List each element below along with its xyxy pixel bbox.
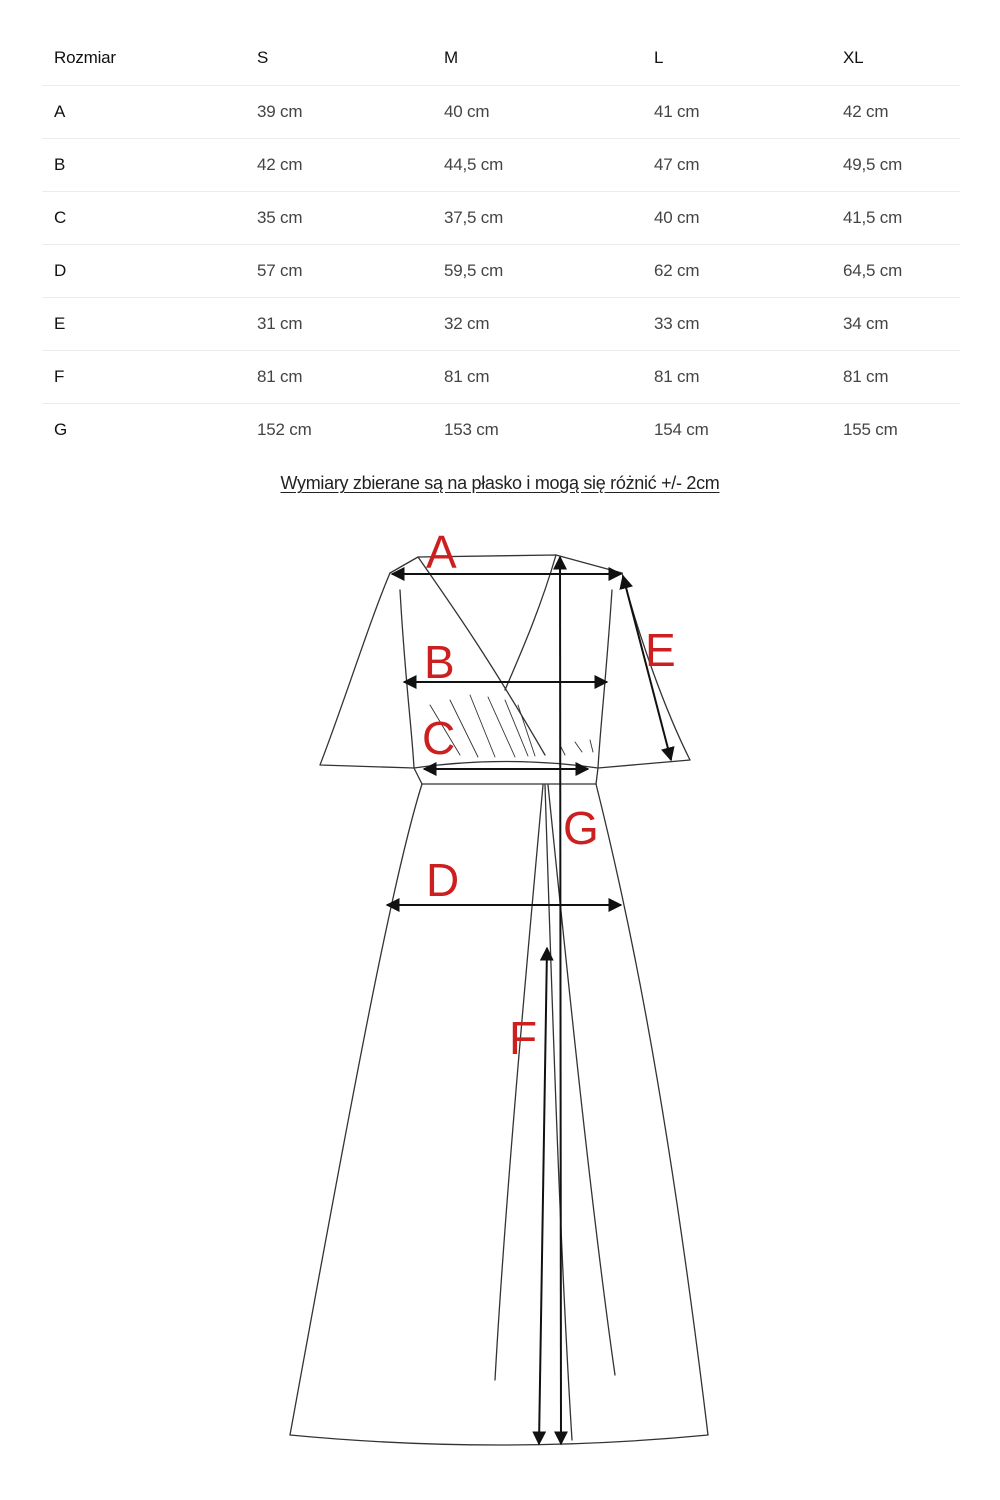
cell-s: 31 cm xyxy=(245,297,432,350)
neckline-right xyxy=(505,555,556,690)
front-slit-right xyxy=(548,785,615,1375)
left-bodice-side xyxy=(400,590,414,768)
header-m: M xyxy=(432,32,642,85)
table-row xyxy=(42,244,960,297)
label-e: E xyxy=(645,624,676,676)
table-row xyxy=(42,85,960,138)
row-label: A xyxy=(42,85,245,138)
right-bodice-side xyxy=(598,590,612,768)
header-xl: XL xyxy=(831,32,960,85)
cell-xl: 155 cm xyxy=(843,419,898,439)
cell-s: 42 cm xyxy=(245,138,432,191)
cell-s: 35 cm xyxy=(245,191,432,244)
cell-xl: 41,5 cm xyxy=(831,191,960,244)
row-label: D xyxy=(42,244,245,297)
cell-l: 62 cm xyxy=(642,244,831,297)
cell-l: 33 cm xyxy=(642,297,831,350)
cell-l: 154 cm xyxy=(654,419,709,439)
table-row xyxy=(42,297,960,350)
cell-m: 40 cm xyxy=(432,85,642,138)
cell-l: 40 cm xyxy=(642,191,831,244)
dimension-arrows xyxy=(387,557,671,1444)
cell-s: 81 cm xyxy=(245,350,432,403)
size-table xyxy=(42,32,960,456)
cell-l: 47 cm xyxy=(642,138,831,191)
cell-l: 81 cm xyxy=(642,350,831,403)
table-row xyxy=(42,191,960,244)
label-b: B xyxy=(424,636,455,688)
dress-outline xyxy=(290,555,708,1445)
table-header-row xyxy=(42,32,960,85)
cell-xl: 81 cm xyxy=(831,350,960,403)
left-sleeve xyxy=(320,573,414,768)
row-label: F xyxy=(42,350,245,403)
row-label: C xyxy=(42,191,245,244)
waistband xyxy=(414,762,598,785)
measurement-note-text: Wymiary zbierane są na płasko i mogą się różnić +/- 2cm xyxy=(280,473,720,493)
label-f: F xyxy=(509,1012,538,1064)
cell-m: 59,5 cm xyxy=(432,244,642,297)
cell-xl: 34 cm xyxy=(831,297,960,350)
cell-xl: 64,5 cm xyxy=(831,244,960,297)
skirt-right xyxy=(596,784,708,1435)
cell-m: 44,5 cm xyxy=(432,138,642,191)
cell-m: 153 cm xyxy=(444,419,499,439)
header-s: S xyxy=(245,32,432,85)
header-size: Rozmiar xyxy=(42,32,245,85)
label-c: C xyxy=(422,712,456,764)
cell-xl: 42 cm xyxy=(831,85,960,138)
table-row xyxy=(42,403,960,456)
cell-s: 39 cm xyxy=(245,85,432,138)
measurement-note xyxy=(0,473,1000,494)
arrow-g xyxy=(560,557,561,1444)
label-d: D xyxy=(426,854,460,906)
cell-s: 152 cm xyxy=(257,419,312,439)
cell-m: 32 cm xyxy=(432,297,642,350)
row-label: B xyxy=(42,138,245,191)
label-a: A xyxy=(426,526,457,578)
row-label: G xyxy=(54,419,68,439)
cell-m: 81 cm xyxy=(432,350,642,403)
header-l: L xyxy=(642,32,831,85)
label-g: G xyxy=(563,802,599,854)
hem xyxy=(290,1435,708,1445)
cell-xl: 49,5 cm xyxy=(831,138,960,191)
table-row xyxy=(42,138,960,191)
arrow-f xyxy=(539,948,547,1444)
dress-diagram xyxy=(0,500,1000,1500)
skirt-left xyxy=(290,784,422,1435)
shoulder-line xyxy=(390,555,622,573)
cell-m: 37,5 cm xyxy=(432,191,642,244)
table-row xyxy=(42,350,960,403)
cell-l: 41 cm xyxy=(642,85,831,138)
cell-s: 57 cm xyxy=(245,244,432,297)
front-slit-left xyxy=(495,785,543,1380)
row-label: E xyxy=(42,297,245,350)
